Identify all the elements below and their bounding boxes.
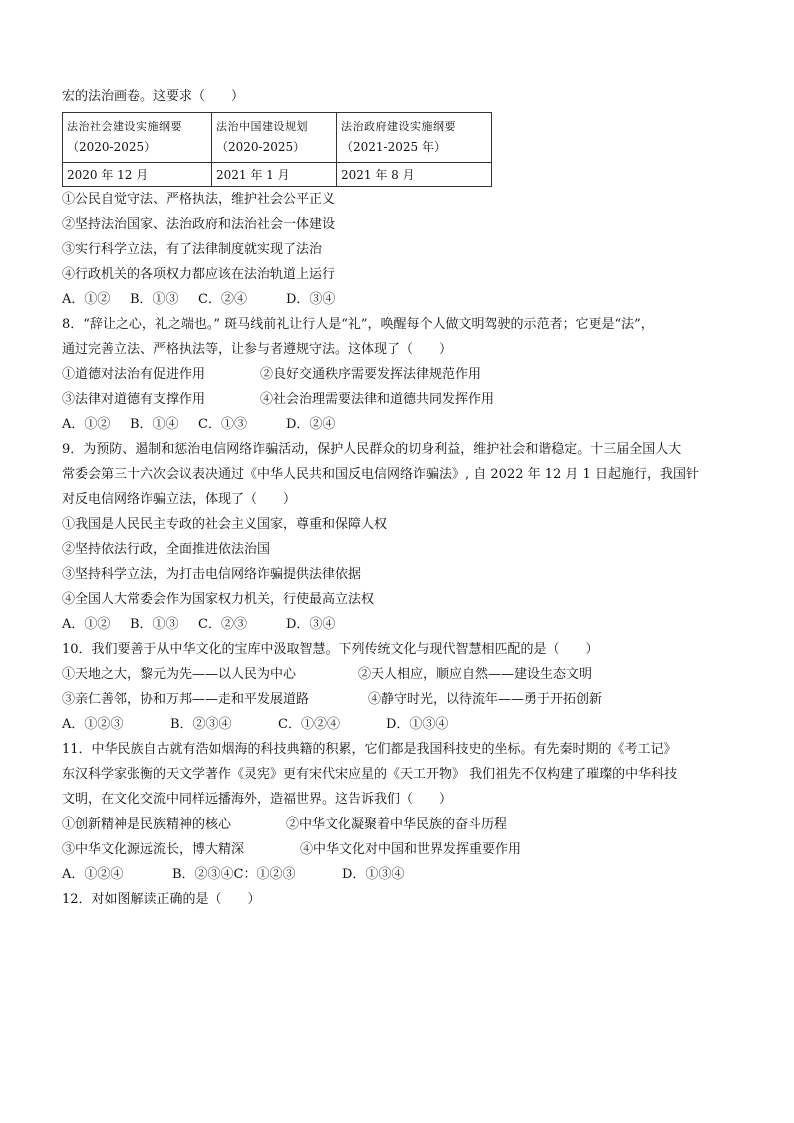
choice-b: B．①③ (130, 292, 179, 307)
table-header-cell (337, 113, 492, 163)
choice-d: D．①③④ (342, 867, 405, 882)
q11-option: ①创新精神是民族精神的核心 (62, 817, 232, 832)
q11-option: ②中华文化凝聚着中华民族的奋斗历程 (286, 817, 508, 832)
q12-stem: 12．对如图解读正确的是（ ） (62, 892, 261, 907)
q8-stem-line: 8．“辞让之心，礼之端也。” 斑马线前礼让行人是“礼”，唤醒每个人做文明驾驶的示范者；它更是“法”， (62, 317, 654, 332)
choice-a: A．①② (62, 617, 111, 632)
table-header-name: 法治政府建设实施纲要 (341, 120, 456, 133)
q11-stem-line: 东汉科学家张衡的天文学著作《灵宪》更有宋代宋应星的《天工开物》 我们祖先不仅构建了璀璨的中华科技 (62, 767, 678, 782)
table-header-name: 法治中国建设规划 (216, 120, 308, 133)
table-date-cell: 2021 年 8 月 (337, 163, 492, 187)
choice-b-c: B．②③④C：①②③ (172, 867, 296, 882)
q9-option: ①我国是人民民主专政的社会主义国家，尊重和保障人权 (62, 517, 388, 532)
q9-stem-line: 对反电信网络诈骗立法，体现了（ ） (62, 492, 297, 507)
choice-a: A．①②③ (62, 717, 124, 732)
q8-option: ①道德对法治有促进作用 (62, 367, 206, 382)
q9-option: ③坚持科学立法，为打击电信网络诈骗提供法律依据 (62, 567, 362, 582)
choice-b: B．①④ (130, 417, 179, 432)
table-header-years: （2020-2025） (216, 140, 306, 154)
q8-option: ③法律对道德有支撑作用 (62, 392, 206, 407)
q7-law-table (62, 112, 492, 187)
q11-option: ③中华文化源远流长，博大精深 (62, 842, 245, 857)
q8-choices (62, 416, 335, 434)
q8-option: ②良好交通秩序需要发挥法律规范作用 (260, 367, 482, 382)
choice-d: D．①③④ (386, 717, 449, 732)
table-date-cell: 2021 年 1 月 (212, 163, 337, 187)
q8-options-row (62, 366, 481, 384)
q9-option: ②坚持依法行政，全面推进依法治国 (62, 542, 271, 557)
choice-c: C．②③ (198, 617, 247, 632)
q11-options-row (62, 816, 507, 834)
choice-b: B．①③ (130, 617, 179, 632)
q10-options-row (62, 666, 592, 684)
q11-stem-line: 文明，在文化交流中同样远播海外，造福世界。这告诉我们（ ） (62, 792, 453, 807)
choice-a: A．①② (62, 292, 111, 307)
q11-option: ④中华文化对中国和世界发挥重要作用 (300, 842, 522, 857)
choice-d: D．③④ (286, 617, 336, 632)
q10-option: ①天地之大，黎元为先——以人民为中心 (62, 667, 297, 682)
choice-a: A．①②④ (62, 867, 124, 882)
choice-d: D．②④ (286, 417, 336, 432)
table-header-cell (63, 113, 212, 163)
q10-option: ③亲仁善邻，协和万邦——走和平发展道路 (62, 692, 310, 707)
q7-choices (62, 291, 335, 309)
q7-option: ③实行科学立法，有了法律制度就实现了法治 (62, 242, 323, 257)
choice-a: A．①② (62, 417, 111, 432)
q10-stem: 10．我们要善于从中华文化的宝库中汲取智慧。下列传统文化与现代智慧相匹配的是（ ） (62, 642, 599, 657)
choice-b: B．②③④ (170, 717, 232, 732)
q10-options-row (62, 691, 602, 709)
q8-option: ④社会治理需要法律和道德共同发挥作用 (260, 392, 495, 407)
choice-d: D．③④ (286, 292, 336, 307)
q7-stem-tail: 宏的法治画卷。这要求（ ） (62, 89, 245, 104)
table-header-years: （2020-2025） (67, 140, 157, 154)
table-header-years: （2021-2025 年） (341, 140, 446, 154)
q7-option: ①公民自觉守法、严格执法，维护社会公平正义 (62, 192, 336, 207)
q10-choices (62, 716, 448, 734)
table-date-cell: 2020 年 12 月 (63, 163, 212, 187)
table-header-cell (212, 113, 337, 163)
q9-option: ④全国人大常委会作为国家权力机关，行使最高立法权 (62, 592, 375, 607)
q11-choices (62, 866, 404, 884)
choice-c: C．②④ (198, 292, 247, 307)
q7-option: ④行政机关的各项权力都应该在法治轨道上运行 (62, 267, 336, 282)
q8-stem-line: 通过完善立法、严格执法等，让参与者遵规守法。这体现了（ ） (62, 342, 453, 357)
q11-options-row (62, 841, 521, 859)
q9-stem-line: 常委会第三十六次会议表决通过《中华人民共和国反电信网络诈骗法》, 自 2022 年 12 月 1 日起施行，我国针 (62, 467, 699, 482)
q10-option: ②天人相应，顺应自然——建设生态文明 (358, 667, 593, 682)
q9-stem-line: 9．为预防、遏制和惩治电信网络诈骗活动，保护人民群众的切身利益，维护社会和谐稳定。十三届全国人大 (62, 442, 682, 457)
choice-c: C．①②④ (278, 717, 340, 732)
q8-options-row (62, 391, 494, 409)
table-header-name: 法治社会建设实施纲要 (67, 120, 182, 133)
choice-c: C．①③ (198, 417, 247, 432)
q9-choices (62, 616, 335, 634)
q11-stem-line: 11．中华民族自古就有浩如烟海的科技典籍的积累，它们都是我国科技史的坐标。有先秦时期的《考工记》 (62, 742, 677, 757)
q10-option: ④静守时光，以待流年——勇于开拓创新 (368, 692, 603, 707)
q7-option: ②坚持法治国家、法治政府和法治社会一体建设 (62, 217, 336, 232)
